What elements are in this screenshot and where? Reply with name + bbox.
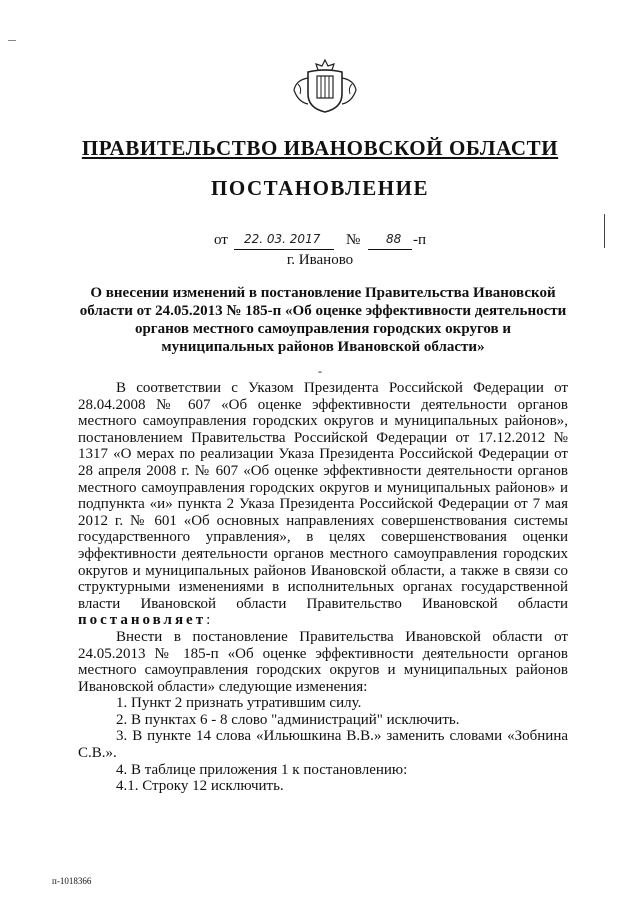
preamble-text: В соответствии с Указом Президента Российской Федерации от 28.04.2008 № 607 «Об оценке эффективности деятельности органов местного самоуправления городских округов и муниципальных районов», постановлением Правительства Российской Федерации от 17.12.2012 № 1317 «О мерах по реализации Указа Президента Российской Федерации от 28 апреля 2008 г. № 607 «Об оценке эффективности деятельности органов местного самоуправления городских округов и муниципальных районов» и подпункта «и» пункта 2 Указа Президента Российской Федерации от 7 мая 2012 г. № 601 «Об основных направлениях совершенствования системы государственного управления», в целях совершенствования оценки эффективности деятельности органов местного самоуправления городских округов и муниципальных районов Ивановской области, а также в связи со структурными изменениями в исполнительных органах государственной власти Ивановской области Правительство Ивановской области (78, 380, 568, 612)
list-item: 4. В таблице приложения 1 к постановлению: (116, 761, 408, 778)
decree-keyword: постановляет (78, 612, 207, 629)
number-field (368, 232, 412, 250)
scan-mark (8, 40, 16, 41)
separator: - (318, 364, 322, 378)
list-item: 2. В пунктах 6 - 8 слово "администраций" исключить. (116, 711, 460, 728)
margin-mark (604, 214, 605, 248)
document-code: п-1018366 (52, 876, 92, 886)
list-item: 4.1. Строку 12 исключить. (116, 778, 284, 795)
city: г. Иваново (286, 252, 354, 268)
document-heading: О внесении изменений в постановление Правительства Ивановской области от 24.05.2013 № 185-п «Об оценке эффективности деятельности органов местного самоуправления городских округов и муниципальных районов Ивановской области» (79, 285, 567, 355)
number-label: № (346, 232, 361, 248)
date-value: 22. 03. 2017 (244, 232, 321, 246)
number-value: 88 (386, 232, 402, 246)
date-field (234, 232, 334, 250)
number-suffix: -п (413, 232, 427, 248)
preamble-paragraph (78, 380, 568, 629)
document-type: ПОСТАНОВЛЕНИЕ (211, 176, 429, 200)
list-item: 3. В пункте 14 слова «Ильюшкина В.В.» заменить словами «Зобнина С.В.». (78, 728, 568, 762)
list-item: 1. Пункт 2 признать утратившим силу. (116, 695, 362, 712)
preamble-end: : (206, 612, 211, 629)
amendment-intro-paragraph: Внести в постановление Правительства Ивановской области от 24.05.2013 № 185-п «Об оценке эффективности деятельности органов местного самоуправления городских округов и муниципальных районов Ивановской области» следующие изменения: (78, 628, 568, 695)
from-label: от (214, 232, 228, 248)
government-title: ПРАВИТЕЛЬСТВО ИВАНОВСКОЙ ОБЛАСТИ (81, 136, 559, 160)
document-body (78, 380, 568, 795)
coat-of-arms-icon (290, 58, 360, 114)
